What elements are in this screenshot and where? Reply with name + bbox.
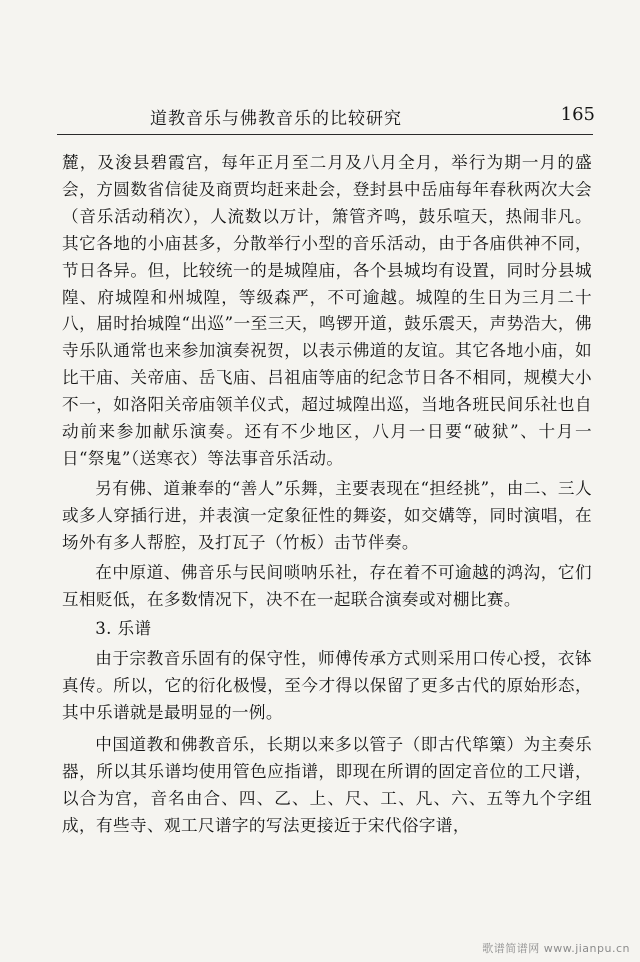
- paragraph: 另有佛、道兼奉的“善人”乐舞，主要表现在“担经挑”，由二、三人或多人穿插行进，并表演一定象征性的舞姿，如交媾等，同时演唱，在场外有多人帮腔，及打瓦子（竹板）击节伴奏。: [62, 478, 592, 552]
- header-rule: [57, 134, 593, 135]
- section-heading: 3. 乐谱: [95, 619, 152, 639]
- paragraph: 由于宗教音乐固有的保守性，师傅传承方式则采用口传心授，衣钵真传。所以，它的衍化极慢，至今才得以保留了更多古代的原始形态，其中乐谱就是最明显的一例。: [62, 649, 592, 723]
- paragraph: 在中原道、佛音乐与民间唢呐乐社，存在着不可逾越的鸿沟，它们互相贬低，在多数情况下，决不在一起联合演奏或对棚比赛。: [62, 562, 592, 609]
- running-title: 道教音乐与佛教音乐的比较研究: [150, 109, 402, 129]
- page-number: 165: [560, 104, 595, 125]
- paragraph: 中国道教和佛教音乐，长期以来多以管子（即古代筚篥）为主奏乐器，所以其乐谱均使用管色应指谱，即现在所谓的固定音位的工尺谱，以合为宫，音名由合、四、乙、上、尺、工、凡、六、五等九个字组成，有些寺、观工尺谱字的写法更接近于宋代俗字谱，: [62, 735, 592, 835]
- paragraph-continued: 麓，及浚县碧霞宫，每年正月至二月及八月全月，举行为期一月的盛会，方圆数省信徒及商贾均赶来赴会，登封县中岳庙每年春秋两次大会（音乐活动稍次），人流数以万计，箫管齐鸣，鼓乐喧天，热闹非凡。其它各地的小庙甚多，分散举行小型的音乐活动，由于各庙供神不同，节日各异。但，比较统一的是城隍庙，各个县城均有设置，同时分县城隍、府城隍和州城隍，等级森严，不可逾越。城隍的生日为三月二十八，届时抬城隍“出巡”一至三天，鸣锣开道，鼓乐震天，声势浩大，佛寺乐队通常也来参加演奏祝贺，以表示佛道的友谊。其它各地小庙，如比干庙、关帝庙、岳飞庙、吕祖庙等庙的纪念节日各不相同，规模大小不一，如洛阳关帝庙领羊仪式，超过城隍出巡，当地各班民间乐社也自动前来参加献乐演奏。还有不少地区，八月一日要“破狱”、十月一日“祭鬼”（送寒衣）等法事音乐活动。: [62, 153, 592, 468]
- body-text: [62, 150, 592, 840]
- site-watermark: 歌谱简谱网 www.jianpu.cn: [482, 942, 630, 955]
